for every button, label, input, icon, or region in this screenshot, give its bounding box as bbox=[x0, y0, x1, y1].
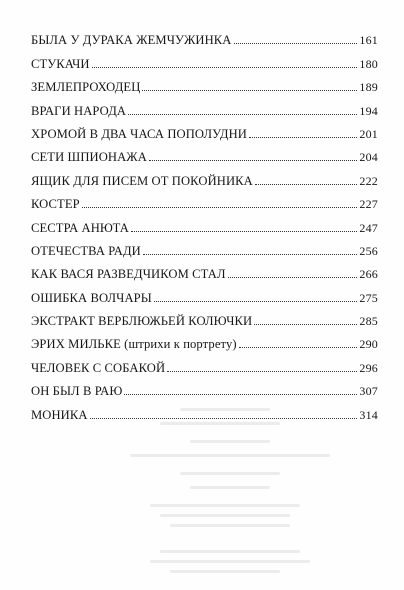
toc-entry-page: 201 bbox=[359, 126, 378, 141]
toc-entry-title: ОТЕЧЕСТВА РАДИ bbox=[31, 243, 141, 258]
toc-entry-page: 189 bbox=[359, 80, 378, 95]
toc-entry-title: СЕТИ ШПИОНАЖА bbox=[31, 150, 147, 165]
toc-entry-page: 275 bbox=[359, 290, 378, 305]
toc-entry bbox=[31, 375, 378, 398]
toc-dot-leader bbox=[228, 277, 358, 278]
toc-entry-page: 314 bbox=[359, 407, 378, 422]
toc-entry bbox=[31, 328, 378, 351]
toc-entry bbox=[31, 211, 378, 234]
toc-entry-title: ВРАГИ НАРОДА bbox=[31, 103, 127, 118]
toc-dot-leader bbox=[82, 207, 358, 208]
toc-entry-page: 227 bbox=[359, 197, 378, 212]
toc-entry bbox=[31, 281, 378, 304]
toc-entry-title: СЕСТРА АНЮТА bbox=[31, 220, 130, 235]
toc-entry bbox=[31, 164, 378, 187]
toc-entry-title: МОНИКА bbox=[31, 407, 88, 422]
toc-dot-leader bbox=[124, 394, 357, 395]
toc-entry bbox=[31, 94, 378, 117]
toc-entry bbox=[31, 47, 378, 70]
toc-entry-title: БЫЛА У ДУРАКА ЖЕМЧУЖИНКА bbox=[31, 33, 232, 48]
toc-entry-page: 285 bbox=[359, 314, 378, 329]
toc-entry-page: 180 bbox=[359, 56, 378, 71]
toc-dot-leader bbox=[254, 324, 357, 325]
toc-entry-page: 204 bbox=[359, 150, 378, 165]
toc-entry-title: ОШИБКА ВОЛЧАРЫ bbox=[31, 290, 152, 305]
toc-dot-leader bbox=[167, 371, 357, 372]
toc-entry-page: 266 bbox=[359, 267, 378, 282]
toc-entry-page: 296 bbox=[359, 360, 378, 375]
toc-entry-page: 247 bbox=[359, 220, 378, 235]
toc-entry-title: ЗЕМЛЕПРОХОДЕЦ bbox=[31, 80, 141, 95]
toc-entry-title: КОСТЕР bbox=[31, 197, 80, 212]
toc-dot-leader bbox=[149, 160, 358, 161]
toc-dot-leader bbox=[234, 43, 358, 44]
toc-entry bbox=[31, 258, 378, 281]
toc-dot-leader bbox=[143, 254, 358, 255]
toc-entry bbox=[31, 305, 378, 328]
toc-entry-page: 290 bbox=[359, 337, 378, 352]
toc-entry-page: 222 bbox=[359, 173, 378, 188]
toc-entry-page: 161 bbox=[359, 33, 378, 48]
toc-entry-title: ЯЩИК ДЛЯ ПИСЕМ ОТ ПОКОЙНИКА bbox=[31, 173, 253, 188]
toc-entry bbox=[31, 24, 378, 47]
toc-entry-title: ЭРИХ МИЛЬКЕ (штрихи к портрету) bbox=[31, 337, 237, 352]
toc-entry bbox=[31, 235, 378, 258]
toc-entry-title: ОН БЫЛ В РАЮ bbox=[31, 384, 123, 399]
toc-entry-title: КАК ВАСЯ РАЗВЕДЧИКОМ СТАЛ bbox=[31, 267, 226, 282]
toc-dot-leader bbox=[142, 90, 357, 91]
toc-entry-title: ЧЕЛОВЕК С СОБАКОЙ bbox=[31, 360, 166, 375]
toc-entry-title: СТУКАЧИ bbox=[31, 56, 90, 71]
toc-dot-leader bbox=[92, 67, 358, 68]
toc-entry-title: ЭКСТРАКТ ВЕРБЛЮЖЬЕЙ КОЛЮЧКИ bbox=[31, 314, 253, 329]
toc-dot-leader bbox=[154, 301, 358, 302]
table-of-contents bbox=[31, 24, 378, 422]
toc-dot-leader bbox=[249, 137, 357, 138]
toc-dot-leader bbox=[255, 184, 358, 185]
toc-entry bbox=[31, 188, 378, 211]
toc-entry bbox=[31, 71, 378, 94]
toc-dot-leader bbox=[239, 347, 358, 348]
toc-dot-leader bbox=[131, 231, 357, 232]
bleed-through-shadow bbox=[120, 400, 340, 580]
toc-entry-page: 256 bbox=[359, 243, 378, 258]
toc-entry bbox=[31, 118, 378, 141]
toc-entry bbox=[31, 141, 378, 164]
toc-entry bbox=[31, 351, 378, 374]
toc-dot-leader bbox=[128, 114, 357, 115]
toc-entry-page: 194 bbox=[359, 103, 378, 118]
toc-entry-title: ХРОМОЙ В ДВА ЧАСА ПОПОЛУДНИ bbox=[31, 126, 247, 141]
toc-entry-page: 307 bbox=[359, 384, 378, 399]
